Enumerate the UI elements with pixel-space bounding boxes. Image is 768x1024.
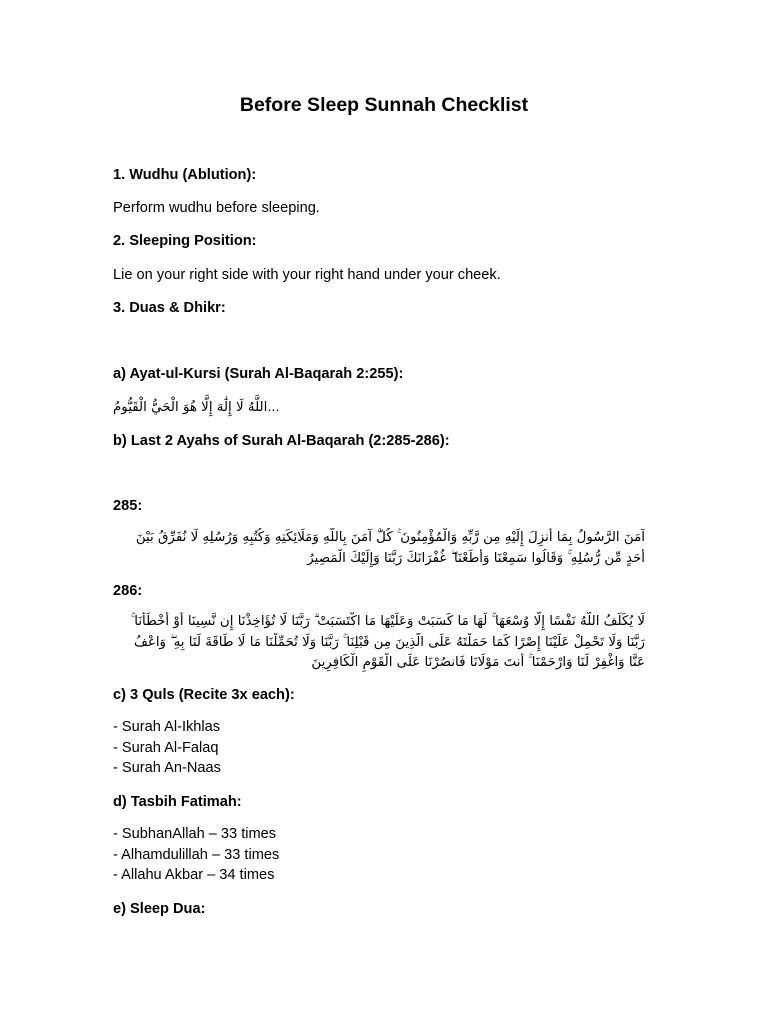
ayat-ul-kursi-ellipsis: ... <box>267 399 280 415</box>
list-item: - Surah Al-Ikhlas <box>113 719 221 735</box>
ayah-285-line: آمَنَ الرَّسُولُ بِمَا أُنزِلَ إِلَيْهِ مِن رَّبِّهِ وَالْمُؤْمِنُونَ ۚ كُلٌّ آمَنَ بِاللَّهِ وَمَلَائِكَتِهِ وَكُتُبِهِ وَرُسُلِهِ لَا نُفَرِّقُ بَيْنَ <box>135 530 645 545</box>
sleep-dua-heading: e) Sleep Dua: <box>113 901 206 917</box>
wudhu-heading: 1. Wudhu (Ablution): <box>113 167 257 183</box>
three-quls-heading: c) 3 Quls (Recite 3x each): <box>113 687 295 703</box>
list-item: - Surah An-Naas <box>113 760 221 776</box>
document-title: Before Sleep Sunnah Checklist <box>239 94 529 116</box>
duas-dhikr-heading: 3. Duas & Dhikr: <box>113 300 226 316</box>
ayah-286-line: عَنَّا وَاغْفِرْ لَنَا وَارْحَمْنَا ۚ أَنتَ مَوْلَانَا فَانصُرْنَا عَلَى الْقَوْمِ الْكَافِرِينَ <box>311 655 645 670</box>
list-item: - Surah Al-Falaq <box>113 739 219 756</box>
ayah-285-arabic <box>110 528 645 569</box>
ayah-286-label: 286: <box>113 583 143 599</box>
list-item: - SubhanAllah – 33 times <box>113 826 277 842</box>
ayah-285-line: أَحَدٍ مِّن رُّسُلِهِ ۚ وَقَالُوا سَمِعْنَا وَأَطَعْنَا ۖ غُفْرَانَكَ رَبَّنَا وَإِلَيْكَ الْمَصِيرُ <box>307 550 645 566</box>
sleeping-position-text: Lie on your right side with your right hand under your cheek. <box>113 267 501 283</box>
ayah-285-label: 285: <box>113 498 143 514</box>
ayah-286-line: لَا يُكَلِّفُ اللَّهُ نَفْسًا إِلَّا وُسْعَهَا ۚ لَهَا مَا كَسَبَتْ وَعَلَيْهَا مَا اكْتَسَبَتْ ۗ رَبَّنَا لَا تُؤَاخِذْنَا إِن نَّسِينَا أَوْ أَخْطَأْنَا ۚ <box>130 614 645 629</box>
ayah-286-arabic <box>110 612 645 674</box>
three-quls-list <box>113 717 658 779</box>
list-item: - Alhamdulillah – 33 times <box>113 846 280 863</box>
last-two-ayahs-heading: b) Last 2 Ayahs of Surah Al-Baqarah (2:285-286): <box>113 433 450 449</box>
sleeping-position-heading: 2. Sleeping Position: <box>113 233 257 249</box>
tasbih-fatimah-heading: d) Tasbih Fatimah: <box>113 794 242 810</box>
ayat-ul-kursi-arabic-text: اللَّهُ لَا إِلَٰهَ إِلَّا هُوَ الْحَيُّ الْقَيُّومُ <box>113 400 268 415</box>
wudhu-text: Perform wudhu before sleeping. <box>113 200 320 216</box>
ayat-ul-kursi-heading: a) Ayat-ul-Kursi (Surah Al-Baqarah 2:255): <box>113 366 404 382</box>
tasbih-fatimah-list <box>113 824 658 886</box>
list-item: - Allahu Akbar – 34 times <box>113 867 275 883</box>
ayah-286-line: رَبَّنَا وَلَا تَحْمِلْ عَلَيْنَا إِصْرًا كَمَا حَمَلْتَهُ عَلَى الَّذِينَ مِن قَبْلِنَا ۚ رَبَّنَا وَلَا تُحَمِّلْنَا مَا لَا طَاقَةَ لَنَا بِهِ ۖ وَاعْفُ <box>133 634 645 650</box>
ayat-ul-kursi-arabic <box>113 397 658 419</box>
